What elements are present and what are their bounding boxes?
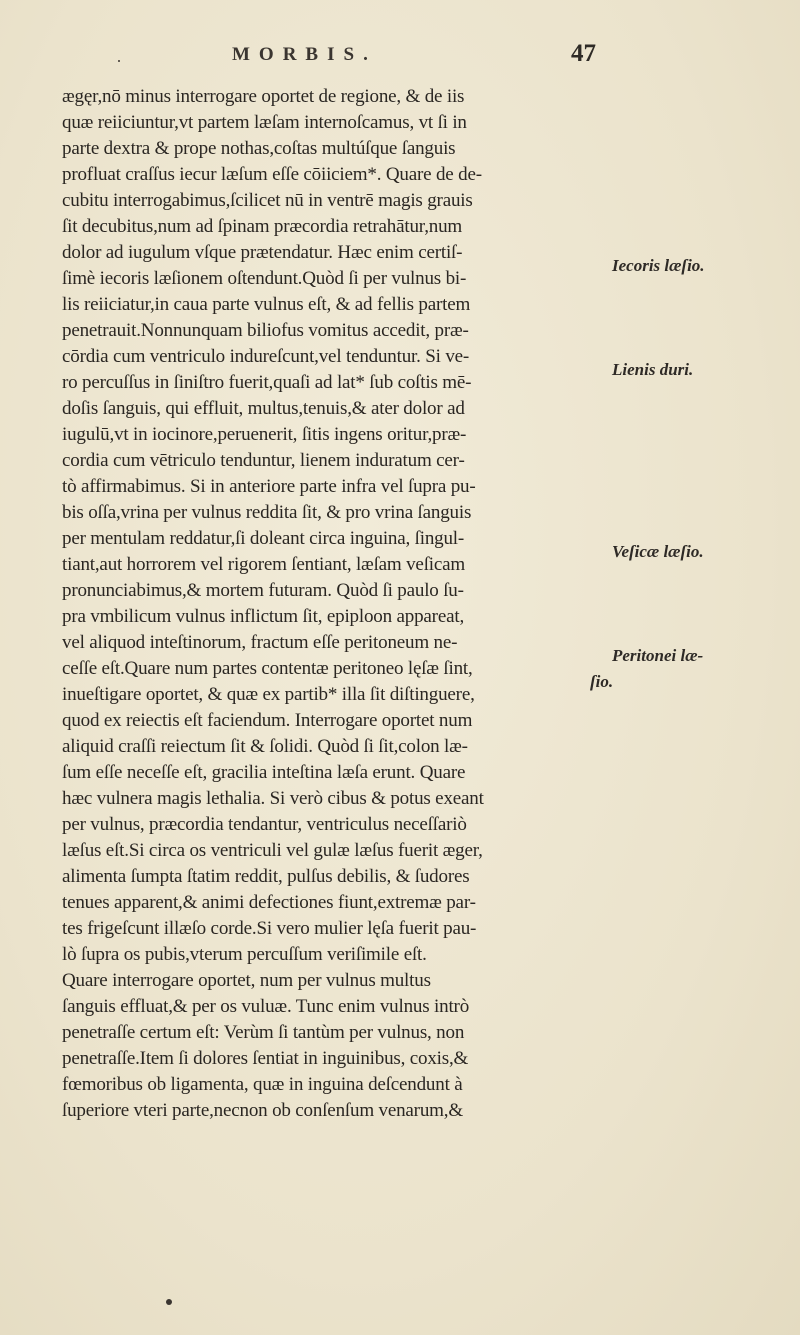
text-line: doſis ſanguis, qui effluit, multus,tenuis,& ater dolor ad: [62, 398, 465, 419]
text-line: cubitu interrogabimus,ſcilicet nū in ventrē magis grauis: [62, 190, 473, 211]
text-line: ceſſe eſt.Quare num partes contentæ peritoneo lęſæ ſint,: [62, 658, 473, 679]
text-line: ro percuſſus in ſiniſtro fuerit,quaſi ad lat* ſub coſtis mē-: [62, 372, 472, 393]
text-line: cordia cum vētriculo tenduntur, lienem induratum cer-: [62, 450, 465, 471]
text-line: pronunciabimus,& mortem futuram. Quòd ſi paulo ſu-: [62, 580, 464, 601]
running-title: MORBIS.: [232, 44, 377, 65]
text-line: parte dextra & prope nothas,coſtas multúſque ſanguis: [62, 138, 456, 159]
text-line: quod ex reiectis eſt faciendum. Interrogare oportet num: [62, 710, 473, 731]
text-line: vel aliquod inteſtinorum, fractum eſſe peritoneum ne-: [62, 632, 458, 653]
text-line: tò affirmabimus. Si in anteriore parte infra vel ſupra pu-: [62, 476, 476, 497]
text-line: ægęr,nō minus interrogare oportet de regione, & de iis: [62, 86, 465, 107]
text-line: penetraſſe.Item ſi dolores ſentiat in inguinibus, coxis,&: [62, 1048, 469, 1069]
text-line: bis oſſa,vrina per vulnus reddita ſit, & pro vrina ſanguis: [62, 502, 472, 523]
text-line: dolor ad iugulum vſque prætendatur. Hæc enim certiſ-: [62, 242, 463, 263]
text-line: Quare interrogare oportet, num per vulnus multus: [62, 970, 431, 991]
text-line: cōrdia cum ventriculo indureſcunt,vel tenduntur. Si ve-: [62, 346, 470, 367]
text-line: hæc vulnera magis lethalia. Si verò cibus & potus exeant: [62, 788, 484, 809]
text-line: profluat craſſus iecur læſum eſſe cōiiciem*. Quare de de-: [62, 164, 482, 185]
text-line: fœmoribus ob ligamenta, quæ in inguina deſcendunt à: [62, 1074, 463, 1095]
text-line: penetrauit.Nonnunquam biliofus vomitus accedit, præ-: [62, 320, 469, 341]
text-line: aliquid craſſi reiectum ſit & ſolidi. Quòd ſi ſit,colon læ-: [62, 736, 468, 757]
text-line: ſuperiore vteri parte,necnon ob conſenſum venarum,&: [62, 1100, 463, 1121]
running-head: [0, 36, 800, 76]
text-line: penetraſſe certum eſt: Verùm ſi tantùm per vulnus, non: [62, 1022, 465, 1043]
text-line: tenues apparent,& animi defectiones fiunt,extremæ par-: [62, 892, 476, 913]
ink-speck: [166, 1299, 172, 1305]
text-line: per vulnus, præcordia tendantur, ventriculus neceſſariò: [62, 814, 467, 835]
text-line: tiant,aut horrorem vel rigorem ſentiant, læſam veſicam: [62, 554, 466, 575]
margin-note-peritonei: Peritonei læ-: [612, 646, 704, 665]
text-line: ſit decubitus,num ad ſpinam præcordia retrahātur,num: [62, 216, 463, 237]
text-line: ſum eſſe neceſſe eſt, gracilia inteſtina læſa erunt. Quare: [62, 762, 466, 783]
text-line: lis reiiciatur,in caua parte vulnus eſt, & ad fellis partem: [62, 294, 471, 315]
page-number: 47: [571, 40, 596, 67]
text-line: tes frigeſcunt illæſo corde.Si vero mulier lęſa fuerit pau-: [62, 918, 477, 939]
text-line: læſus eſt.Si circa os ventriculi vel gulæ læſus fuerit æger,: [62, 840, 483, 861]
margin-note-lienis: Lienis duri.: [612, 360, 694, 379]
margin-note-peritonei-cont: ſio.: [590, 672, 614, 691]
text-line: alimenta ſumpta ſtatim reddit, pulſus debilis, & ſudores: [62, 866, 470, 887]
margin-note-vesicae: Veſicæ læſio.: [612, 542, 704, 561]
body-text: [62, 84, 622, 1124]
text-line: pra vmbilicum vulnus inflictum ſit, epiploon appareat,: [62, 606, 465, 627]
text-line: lò ſupra os pubis,vterum percuſſum veriſimile eſt.: [62, 944, 427, 965]
text-line: per mentulam reddatur,ſi doleant circa inguina, ſingul-: [62, 528, 465, 549]
margin-note-iecoris: Iecoris læſio.: [612, 256, 705, 275]
text-line: ſimè iecoris læſionem oſtendunt.Quòd ſi per vulnus bi-: [62, 268, 467, 289]
text-line: iugulū,vt in iocinore,peruenerit, ſitis ingens oritur,præ-: [62, 424, 467, 445]
text-line: ſanguis effluat,& per os vuluæ. Tunc enim vulnus intrò: [62, 996, 470, 1017]
text-line: quæ reiiciuntur,vt partem læſam internoſcamus, vt ſi in: [62, 112, 467, 133]
ink-speck: [118, 60, 120, 62]
text-line: inueſtigare oportet, & quæ ex partib* illa ſit diſtinguere,: [62, 684, 475, 705]
